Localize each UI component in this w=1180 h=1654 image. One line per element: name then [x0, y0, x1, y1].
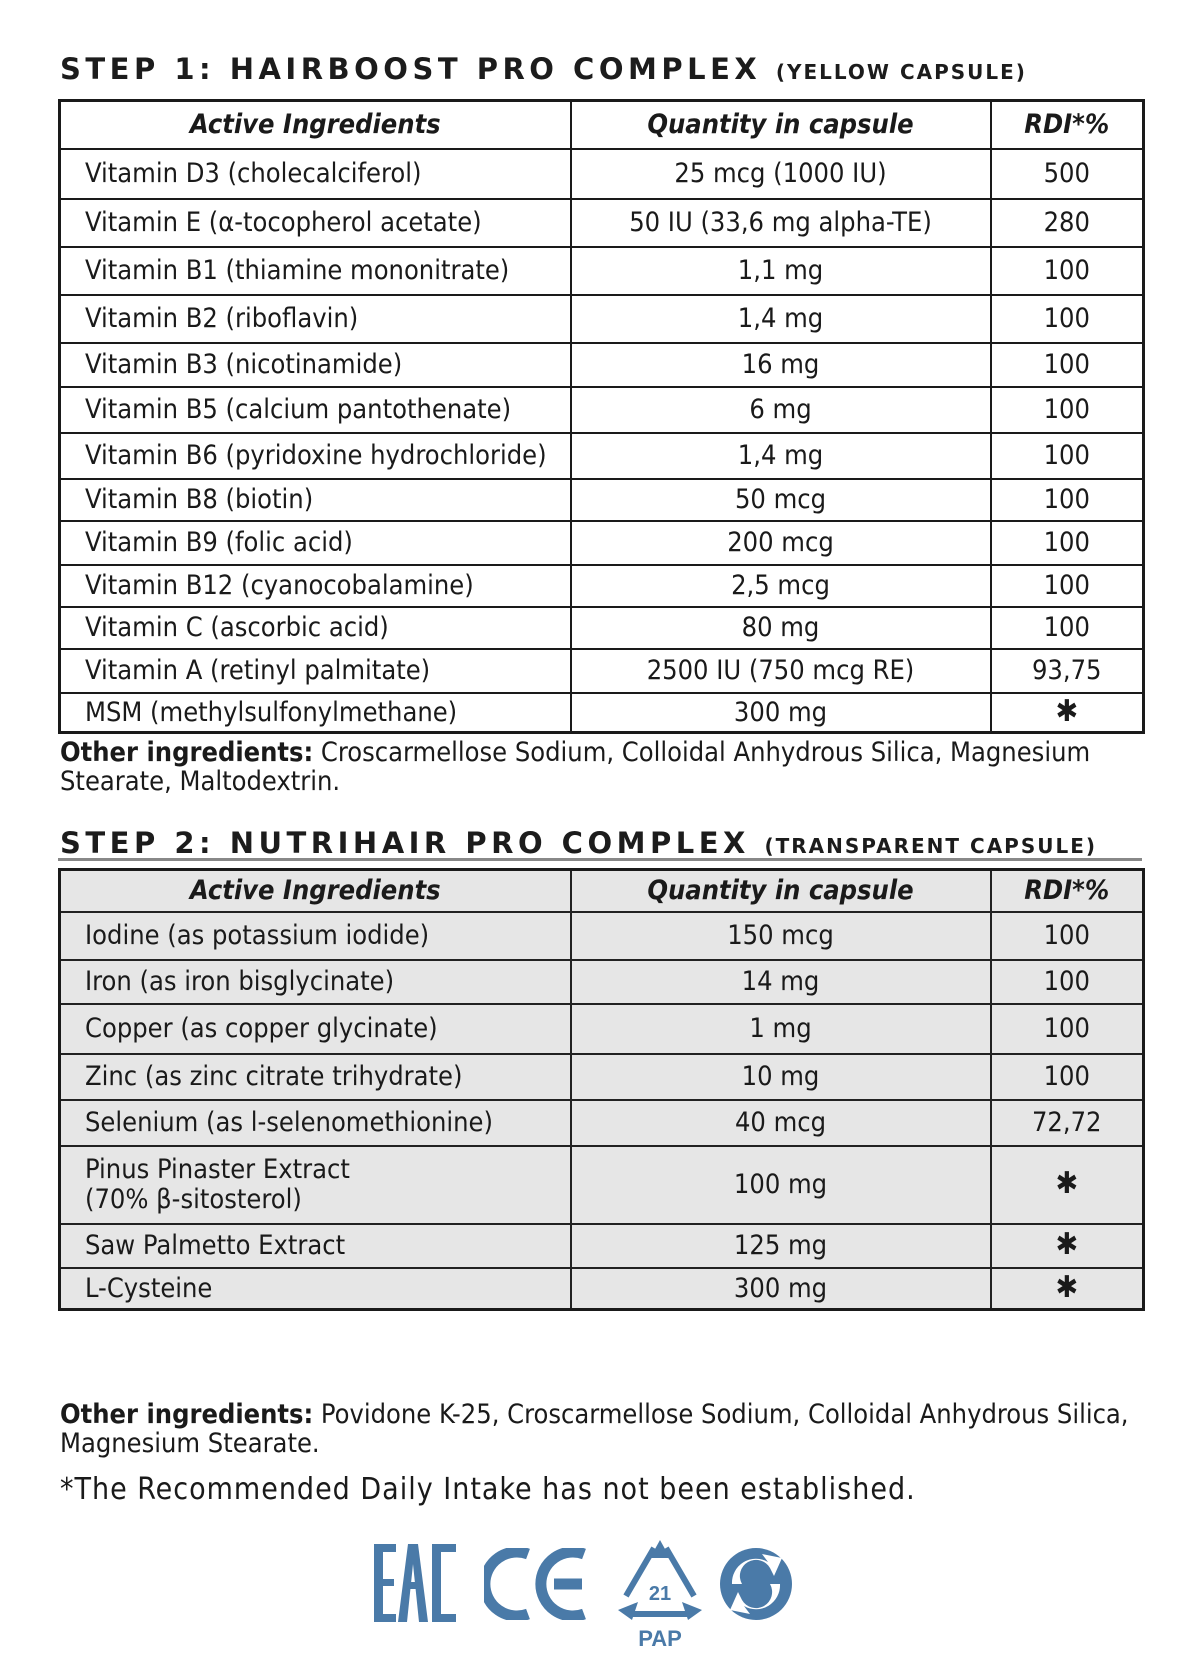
step1-title-text: STEP 1: HAIRBOOST PRO COMPLEX: [60, 52, 762, 86]
ingredient-rdi: 93,75: [991, 649, 1144, 693]
ingredient-rdi: 100: [991, 433, 1144, 479]
ingredient-quantity: 16 mg: [571, 343, 991, 387]
ingredient-rdi: 280: [991, 199, 1144, 247]
header-rdi: RDI*%: [991, 870, 1144, 912]
other-ingredients-text: Croscarmellose Sodium, Colloidal Anhydrous Silica, Magnesium Stearate, Maltodextrin.: [60, 737, 1091, 797]
ingredient-quantity: 40 mcg: [571, 1100, 991, 1146]
table-row: [60, 1146, 1144, 1224]
ingredient-name: Vitamin B5 (calcium pantothenate): [60, 387, 571, 433]
ingredient-name: Vitamin C (ascorbic acid): [60, 607, 571, 649]
table-row: [60, 343, 1144, 387]
ingredient-rdi: ✱: [991, 1268, 1144, 1310]
ingredient-quantity: 1,4 mg: [571, 433, 991, 479]
table-row: [60, 521, 1144, 565]
ingredient-quantity: 50 mcg: [571, 479, 991, 521]
ce-mark-icon: [484, 1548, 592, 1620]
recycle-number: 21: [648, 1583, 672, 1605]
ingredient-name: Iron (as iron bisglycinate): [60, 960, 571, 1004]
ingredient-name: Vitamin B8 (biotin): [60, 479, 571, 521]
ingredient-name: Vitamin A (retinyl palmitate): [60, 649, 571, 693]
header-quantity: Quantity in capsule: [571, 870, 991, 912]
ingredient-name: Vitamin B12 (cyanocobalamine): [60, 565, 571, 607]
step2-other-ingredients: [60, 1400, 1140, 1458]
table-row: [60, 565, 1144, 607]
table-row: [60, 1224, 1144, 1268]
recycle-pap-icon: [614, 1538, 706, 1654]
step2-table: [58, 868, 1145, 1311]
other-ingredients-text: Povidone K-25, Croscarmellose Sodium, Colloidal Anhydrous Silica, Magnesium Stearate.: [60, 1399, 1129, 1459]
ingredient-quantity: 300 mg: [571, 693, 991, 733]
header-quantity: Quantity in capsule: [571, 101, 991, 149]
ingredient-quantity: 2500 IU (750 mcg RE): [571, 649, 991, 693]
table-row: [60, 295, 1144, 343]
ingredient-name: Vitamin E (α-tocopherol acetate): [60, 199, 571, 247]
ingredient-rdi: 100: [991, 1054, 1144, 1100]
ingredient-name: Zinc (as zinc citrate trihydrate): [60, 1054, 571, 1100]
ingredient-rdi: 100: [991, 1004, 1144, 1054]
table-row: [60, 149, 1144, 199]
ingredient-rdi: 100: [991, 343, 1144, 387]
recycling-circle-icon: [716, 1544, 796, 1624]
table-row: [60, 1004, 1144, 1054]
header-rdi: RDI*%: [991, 101, 1144, 149]
step2-title: [60, 826, 1097, 860]
table-row: [60, 607, 1144, 649]
step1-table: [58, 99, 1145, 734]
ingredient-quantity: 1 mg: [571, 1004, 991, 1054]
ingredient-quantity: 2,5 mcg: [571, 565, 991, 607]
ingredient-quantity: 150 mcg: [571, 912, 991, 960]
ingredient-rdi: 100: [991, 247, 1144, 295]
ingredient-name: MSM (methylsulfonylmethane): [60, 693, 571, 733]
table-row: [60, 199, 1144, 247]
ingredient-name: Vitamin B3 (nicotinamide): [60, 343, 571, 387]
ingredient-rdi: ✱: [991, 1224, 1144, 1268]
table-row: [60, 693, 1144, 733]
table-row: [60, 649, 1144, 693]
ingredient-rdi: 100: [991, 960, 1144, 1004]
table-row: [60, 960, 1144, 1004]
ingredient-rdi: 100: [991, 912, 1144, 960]
ingredient-quantity: 80 mg: [571, 607, 991, 649]
ingredient-rdi: 100: [991, 387, 1144, 433]
ingredient-name: Vitamin D3 (cholecalciferol): [60, 149, 571, 199]
step2-title-text: STEP 2: NUTRIHAIR PRO COMPLEX: [60, 826, 750, 860]
ingredient-name: Iodine (as potassium iodide): [60, 912, 571, 960]
ingredient-name: Vitamin B1 (thiamine mononitrate): [60, 247, 571, 295]
ingredient-name: Vitamin B9 (folic acid): [60, 521, 571, 565]
table-row: [60, 1268, 1144, 1310]
table-row: [60, 387, 1144, 433]
ingredient-quantity: 14 mg: [571, 960, 991, 1004]
step2-subtitle: (TRANSPARENT CAPSULE): [764, 834, 1098, 858]
ingredient-quantity: 6 mg: [571, 387, 991, 433]
ingredient-quantity: 25 mcg (1000 IU): [571, 149, 991, 199]
step1-other-ingredients: [60, 738, 1140, 796]
rdi-footnote: *The Recommended Daily Intake has not been established.: [60, 1472, 916, 1507]
other-ingredients-label: Other ingredients:: [60, 737, 314, 768]
ingredient-rdi: 100: [991, 607, 1144, 649]
ingredient-name: L-Cysteine: [60, 1268, 571, 1310]
certification-logos: [0, 1538, 1180, 1654]
table-row: [60, 1100, 1144, 1146]
eac-mark-icon: [374, 1544, 456, 1622]
ingredient-name: Copper (as copper glycinate): [60, 1004, 571, 1054]
ingredient-quantity: 100 mg: [571, 1146, 991, 1224]
ingredient-quantity: 10 mg: [571, 1054, 991, 1100]
ingredient-rdi: 72,72: [991, 1100, 1144, 1146]
ingredient-quantity: 50 IU (33,6 mg alpha-TE): [571, 199, 991, 247]
ingredient-quantity: 125 mg: [571, 1224, 991, 1268]
ingredient-rdi: 100: [991, 479, 1144, 521]
table-header-row: [60, 870, 1144, 912]
table-row: [60, 1054, 1144, 1100]
ingredient-rdi: 500: [991, 149, 1144, 199]
ingredient-rdi: 100: [991, 295, 1144, 343]
ingredient-rdi: ✱: [991, 1146, 1144, 1224]
table-row: [60, 912, 1144, 960]
ingredient-name: Pinus Pinaster Extract (70% β-sitosterol): [60, 1146, 571, 1224]
ingredient-name: Vitamin B6 (pyridoxine hydrochloride): [60, 433, 571, 479]
ingredient-rdi: ✱: [991, 693, 1144, 733]
ingredient-name: Vitamin B2 (riboflavin): [60, 295, 571, 343]
step1-subtitle: (YELLOW CAPSULE): [775, 60, 1027, 84]
ingredient-quantity: 200 mcg: [571, 521, 991, 565]
ingredient-quantity: 300 mg: [571, 1268, 991, 1310]
ingredient-quantity: 1,4 mg: [571, 295, 991, 343]
ingredient-name: Selenium (as l-selenomethionine): [60, 1100, 571, 1146]
ingredient-rdi: 100: [991, 521, 1144, 565]
step1-title: [60, 52, 1027, 86]
other-ingredients-label: Other ingredients:: [60, 1399, 314, 1430]
table-header-row: [60, 101, 1144, 149]
ingredient-rdi: 100: [991, 565, 1144, 607]
header-active-ingredients: Active Ingredients: [60, 870, 571, 912]
table-row: [60, 479, 1144, 521]
table-row: [60, 247, 1144, 295]
table-row: [60, 433, 1144, 479]
header-active-ingredients: Active Ingredients: [60, 101, 571, 149]
ingredient-quantity: 1,1 mg: [571, 247, 991, 295]
recycle-code: PAP: [638, 1626, 682, 1651]
ingredient-name: Saw Palmetto Extract: [60, 1224, 571, 1268]
